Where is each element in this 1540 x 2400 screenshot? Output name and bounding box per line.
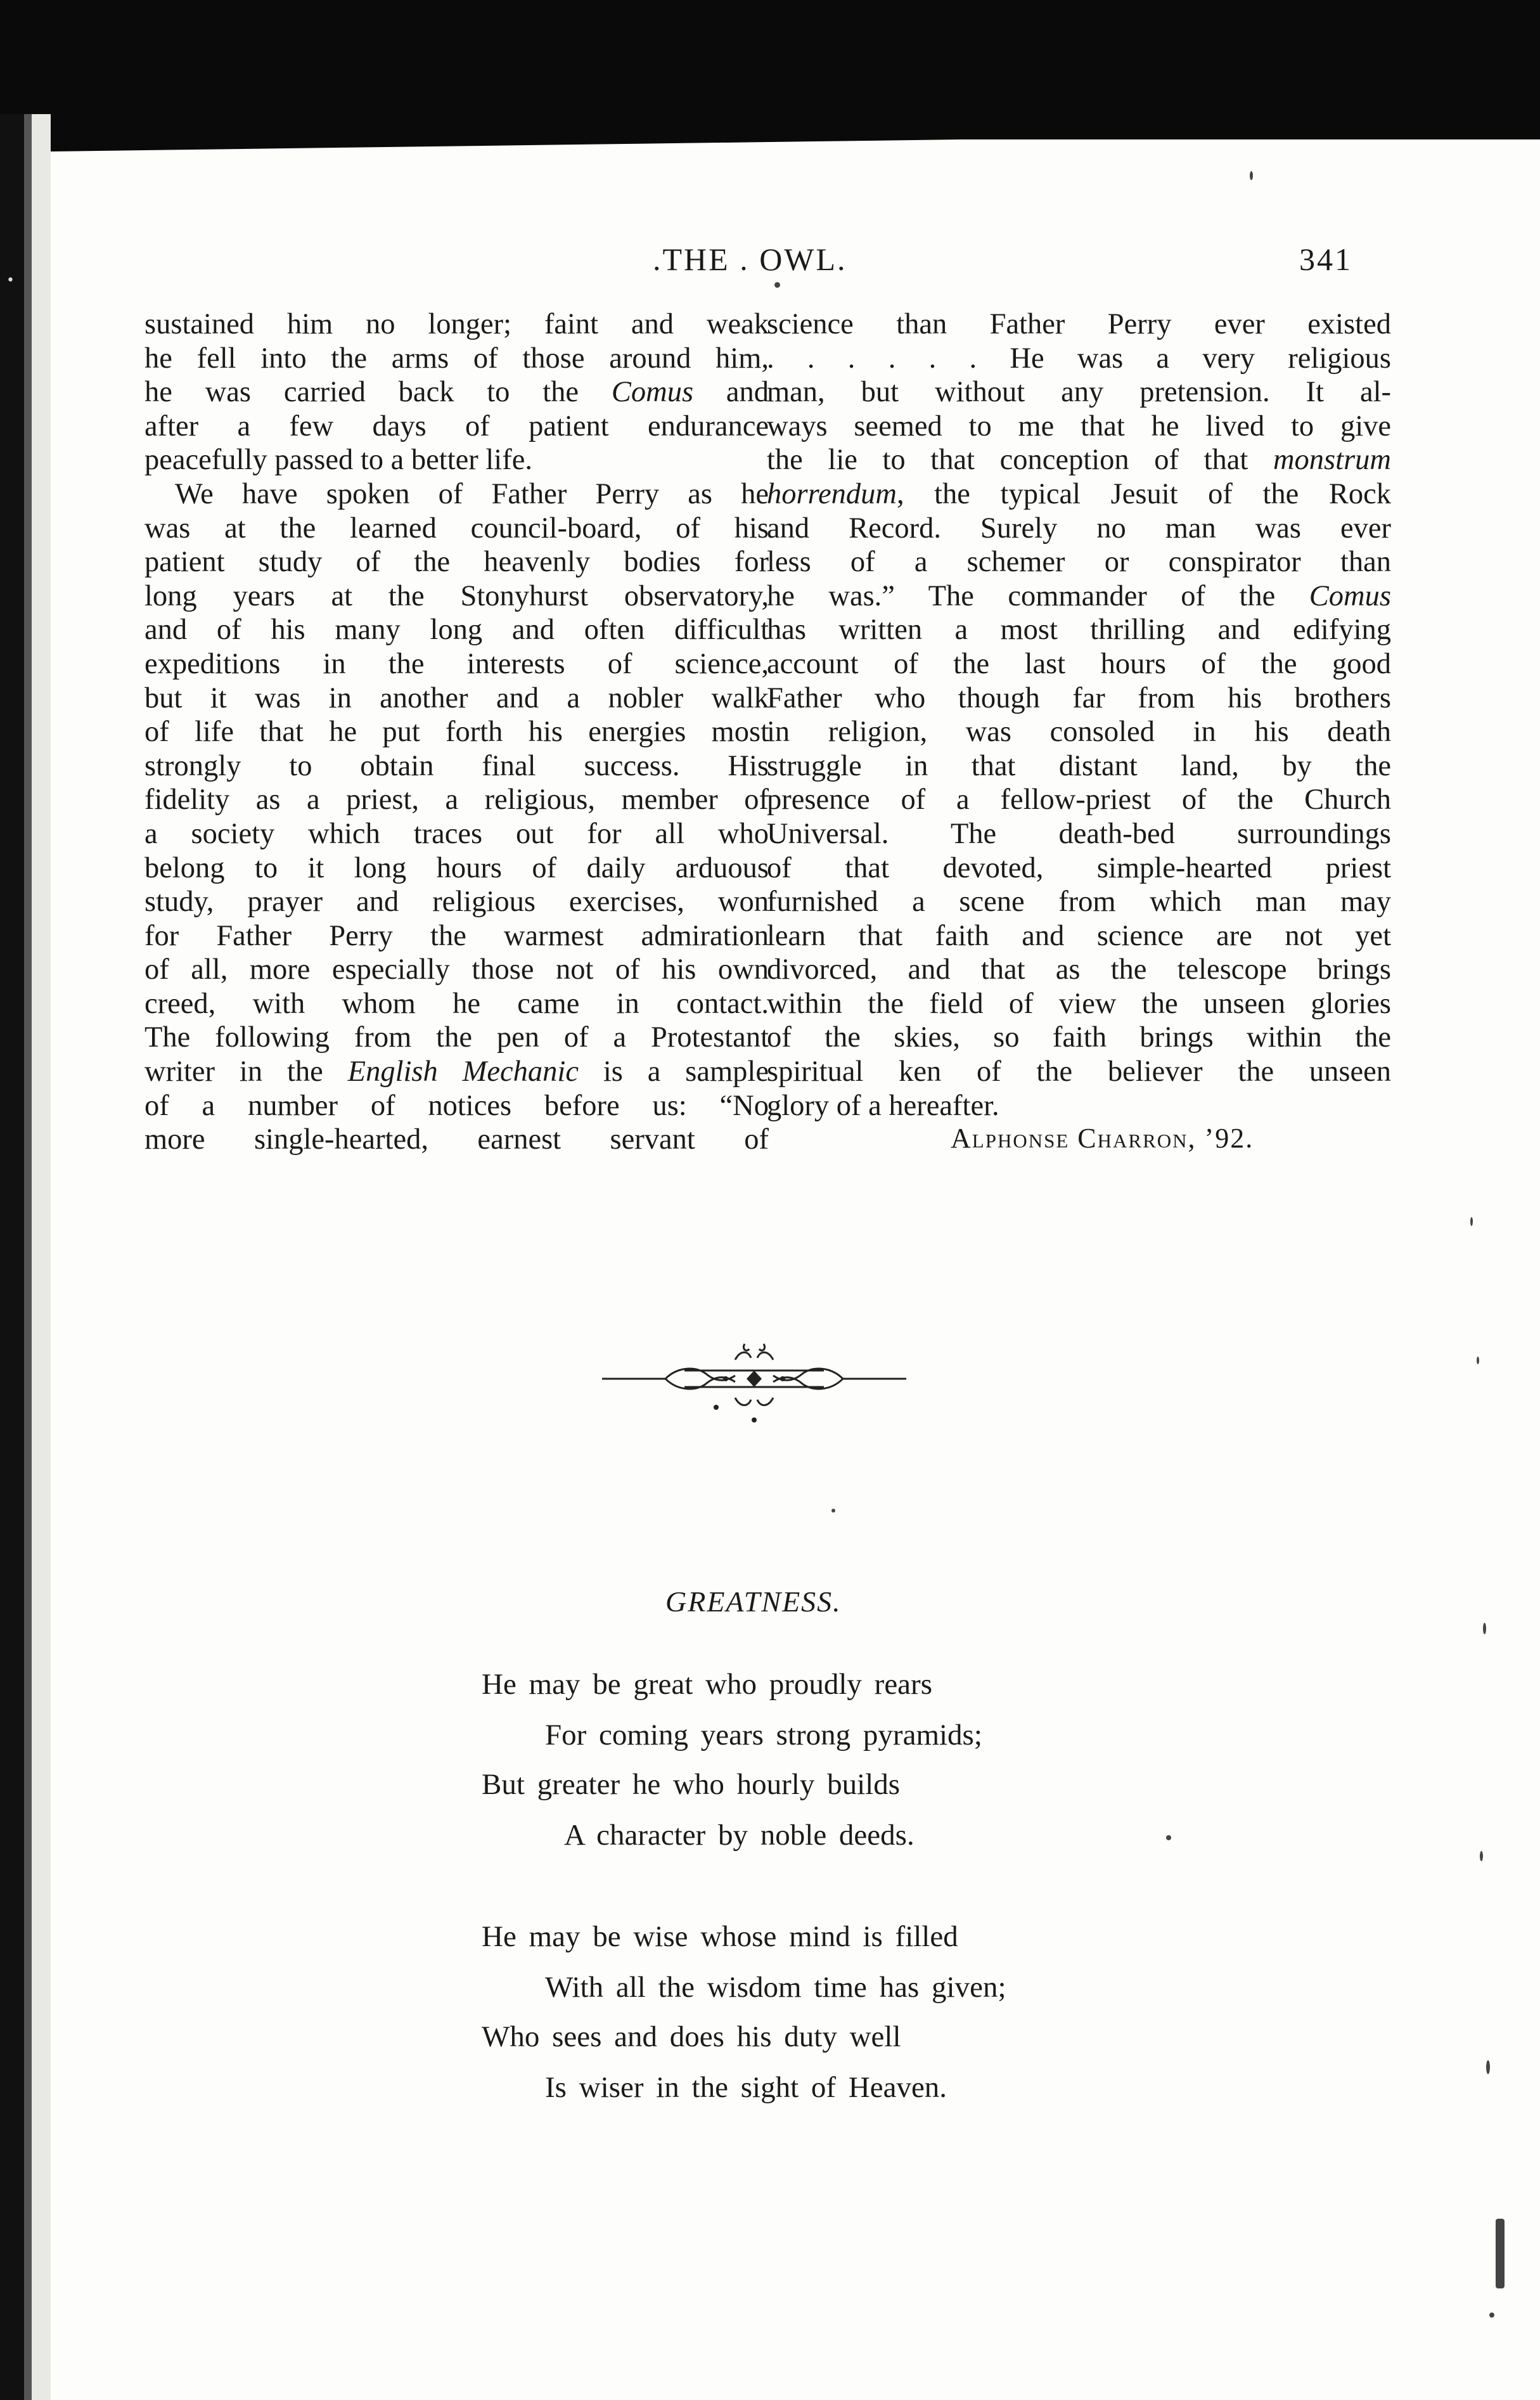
text-line: man, but without any pretension. It al-	[767, 376, 1391, 409]
text-line: presence of a fellow-priest of the Church	[767, 784, 1391, 816]
text-line: divorced, and that as the telescope brings	[767, 953, 1391, 986]
scan-speck	[1250, 171, 1253, 180]
scan-edge-debris	[1496, 2219, 1505, 2288]
text-line: peacefully passed to a better life.	[144, 444, 532, 477]
text-line: The following from the pen of a Protestant	[144, 1021, 769, 1054]
text-line: strongly to obtain final success. His	[144, 749, 769, 782]
poem-line: He may be wise whose mind is filled	[482, 1920, 958, 1953]
scan-speck	[1489, 2313, 1494, 2318]
text-line: account of the last hours of the good	[767, 647, 1391, 680]
scan-left-margin	[0, 114, 51, 2400]
author-signature: Alphonse Charron, ’92.	[951, 1123, 1254, 1154]
text-line: sustained him no longer; faint and weak	[144, 308, 769, 340]
text-line: for Father Perry the warmest admiration	[144, 919, 769, 952]
text-line: ways seemed to me that he lived to give	[767, 410, 1391, 442]
text-line: and of his many long and often difficult	[144, 614, 769, 647]
text-line: he was carried back to the Comus and	[144, 376, 769, 409]
fleuron-ornament	[589, 1331, 919, 1426]
poem-line: A character by noble deeds.	[564, 1819, 914, 1852]
text-line: science than Father Perry ever existed	[767, 308, 1391, 340]
text-line: fidelity as a priest, a religious, member of	[144, 784, 769, 816]
left-column	[144, 307, 769, 1157]
text-line: a society which traces out for all who	[144, 817, 769, 850]
scan-speck	[1486, 2060, 1490, 2074]
text-line: struggle in that distant land, by the	[767, 749, 1391, 782]
text-line: of that devoted, simple-hearted priest	[767, 851, 1391, 884]
text-line: more single-hearted, earnest servant of	[144, 1123, 769, 1156]
text-line: Father who though far from his brothers	[767, 681, 1391, 714]
margin-mark: •	[6, 273, 15, 288]
text-line: of all, more especially those not of his own	[144, 953, 769, 986]
right-column	[767, 307, 1391, 1123]
scan-speck	[1480, 1851, 1483, 1861]
text-line: of a number of notices before us: “No	[144, 1089, 769, 1122]
text-line: was at the learned council-board, of his	[144, 512, 769, 545]
text-line: patient study of the heavenly bodies for	[144, 546, 769, 579]
text-line: . . . . . . He was a very religious	[767, 342, 1391, 375]
text-line: belong to it long hours of daily arduous	[144, 851, 769, 884]
text-line: creed, with whom he came in contact.	[144, 987, 769, 1020]
text-line: of the skies, so faith brings within the	[767, 1021, 1391, 1054]
scan-speck	[1166, 1835, 1171, 1840]
scan-speck	[774, 282, 780, 288]
text-line: horrendum, the typical Jesuit of the Rock	[767, 477, 1391, 510]
text-line: furnished a scene from which man may	[767, 886, 1391, 919]
scan-speck	[1470, 1217, 1473, 1226]
page-header	[0, 241, 1540, 285]
poem-title: GREATNESS.	[665, 1585, 842, 1618]
poem-line: But greater he who hourly builds	[482, 1768, 901, 1801]
scan-speck	[831, 1509, 835, 1513]
poem-line: With all the wisdom time has given;	[545, 1971, 1006, 2004]
page-number: 341	[1299, 242, 1352, 277]
scan-top-border	[0, 0, 1540, 139]
text-line: expeditions in the interests of science,	[144, 647, 769, 680]
text-line: of life that he put forth his energies most	[144, 716, 769, 749]
text-line: study, prayer and religious exercises, won	[144, 886, 769, 919]
text-line: glory of a hereafter.	[767, 1089, 999, 1122]
text-line: less of a schemer or conspirator than	[767, 546, 1391, 579]
running-head: .THE . OWL.	[653, 242, 847, 277]
poem-line: Is wiser in the sight of Heaven.	[545, 2071, 947, 2104]
text-line: he fell into the arms of those around him,	[144, 342, 769, 375]
text-line: the lie to that conception of that monstrum	[767, 444, 1391, 477]
text-line: and Record. Surely no man was ever	[767, 512, 1391, 545]
text-line: spiritual ken of the believer the unseen	[767, 1055, 1391, 1088]
text-line: within the field of view the unseen glories	[767, 987, 1391, 1020]
scan-top-border-edge	[0, 127, 1540, 152]
text-line: has written a most thrilling and edifying	[767, 614, 1391, 647]
text-line: in religion, was consoled in his death	[767, 716, 1391, 749]
text-line: but it was in another and a nobler walk	[144, 681, 769, 714]
text-line: Universal. The death-bed surroundings	[767, 817, 1391, 850]
text-line: long years at the Stonyhurst observatory,	[144, 579, 769, 612]
text-line: writer in the English Mechanic is a sample	[144, 1055, 769, 1088]
poem-line: He may be great who proudly rears	[482, 1668, 932, 1701]
poem-line: Who sees and does his duty well	[482, 2020, 901, 2053]
scan-speck	[1483, 1623, 1486, 1634]
scan-speck	[1477, 1357, 1479, 1364]
poem-line: For coming years strong pyramids;	[545, 1719, 982, 1752]
text-line: he was.” The commander of the Comus	[767, 579, 1391, 612]
text-line: after a few days of patient endurance	[144, 410, 769, 442]
text-line: learn that faith and science are not yet	[767, 919, 1391, 952]
text-line: We have spoken of Father Perry as he	[175, 477, 769, 510]
